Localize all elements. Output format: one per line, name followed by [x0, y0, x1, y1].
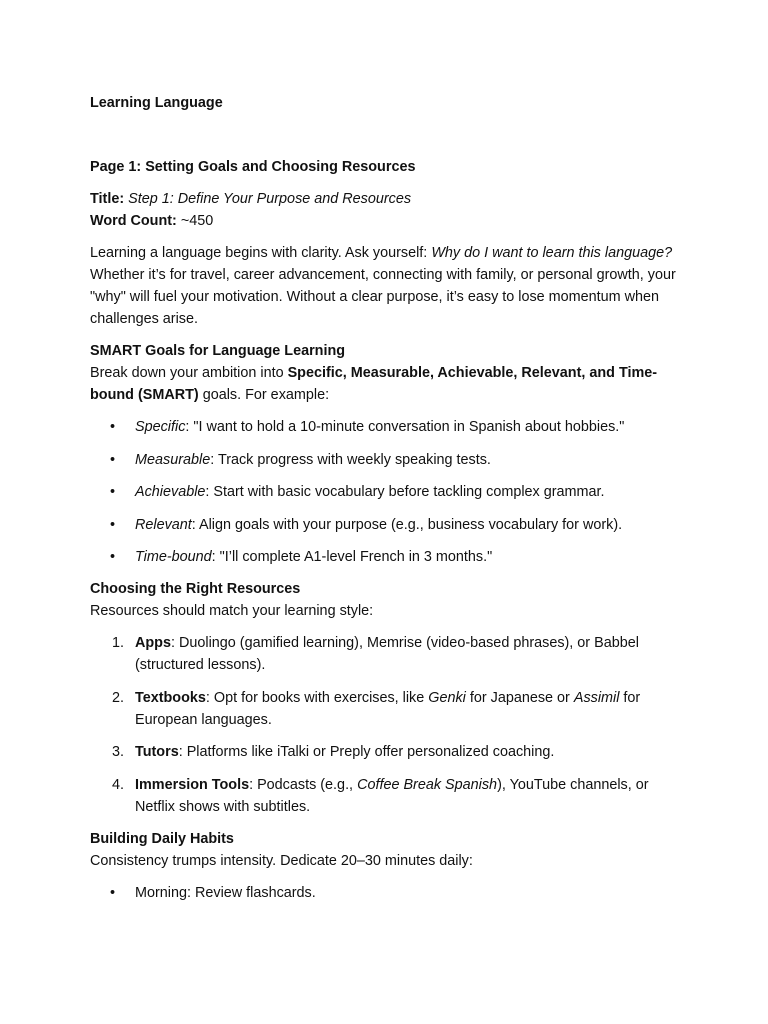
- list-item: [90, 632, 680, 676]
- habits-heading: Building Daily Habits: [90, 830, 234, 847]
- intro-question: Why do I want to learn this language?: [431, 245, 673, 261]
- resource-term: Tutors: [135, 744, 179, 760]
- list-number: 3.: [112, 744, 125, 760]
- list-item: [90, 514, 680, 536]
- resource-title: Genki: [428, 689, 466, 706]
- smart-term: Time-bound: [135, 549, 212, 565]
- list-number: 2.: [112, 689, 125, 706]
- smart-section: [90, 340, 680, 406]
- list-item: [90, 481, 680, 503]
- page-heading: Page 1: Setting Goals and Choosing Resources: [90, 159, 416, 175]
- smart-heading: SMART Goals for Language Learning: [90, 343, 346, 359]
- meta-word-count-label: Word Count:: [90, 213, 177, 229]
- smart-text: : Align goals with your purpose (e.g., business vocabulary for work).: [191, 516, 623, 533]
- smart-text: : Start with basic vocabulary before tackling complex grammar.: [205, 484, 605, 500]
- list-item: [90, 774, 680, 818]
- resource-term: Textbooks: [135, 689, 206, 706]
- intro-rest: Whether it’s for travel, career advancement, connecting with family, or personal growth, your "why" will fuel your motivation. Without a clear purpose, it’s easy to lose momentum when challenges arise.: [90, 267, 676, 327]
- list-item: • Morning: Review flashcards.: [90, 882, 680, 904]
- intro-lead: Learning a language begins with clarity. Ask yourself:: [90, 245, 432, 261]
- meta-title-label: Title:: [90, 191, 125, 207]
- document-body: [90, 92, 680, 914]
- list-item: [90, 449, 680, 471]
- list-item: [90, 741, 680, 763]
- resource-text: : Opt for books with exercises, like: [205, 689, 429, 706]
- resource-text: ), YouTube channels, or Netflix shows with subtitles.: [135, 776, 649, 815]
- meta-title-value: Step 1: Define Your Purpose and Resources: [128, 191, 412, 207]
- resources-intro: Resources should match your learning style:: [90, 603, 374, 619]
- resources-heading: Choosing the Right Resources: [90, 581, 301, 597]
- smart-lead: Break down your ambition into: [90, 365, 288, 381]
- smart-term: Achievable: [135, 484, 206, 500]
- resource-text: : Podcasts (e.g.,: [249, 776, 358, 793]
- meta-block: [90, 188, 680, 232]
- resource-text: for Japanese or: [465, 689, 574, 706]
- resource-text: : Duolingo (gamified learning), Memrise (video-based phrases), or Babbel (structured lessons).: [135, 635, 639, 673]
- smart-text: : "I’ll complete A1-level French in 3 months.": [211, 549, 493, 565]
- intro-paragraph: [90, 242, 680, 330]
- resource-text: for European languages.: [135, 689, 641, 728]
- list-number: 4.: [112, 776, 125, 793]
- smart-text: : Track progress with weekly speaking tests.: [210, 451, 491, 468]
- resource-text: : Platforms like iTalki or Preply offer personalized coaching.: [178, 744, 555, 760]
- smart-text: : "I want to hold a 10-minute conversation in Spanish about hobbies.": [185, 419, 625, 435]
- meta-word-count-line: [90, 210, 680, 232]
- list-item: [90, 546, 680, 568]
- list-item: [90, 687, 680, 731]
- smart-bold: Specific, Measurable, Achievable, Relevant, and Time-bound (SMART): [90, 365, 658, 403]
- resource-title: Coffee Break Spanish: [357, 776, 498, 793]
- smart-term: Measurable: [135, 451, 211, 468]
- habits-list: [90, 882, 680, 904]
- document-title: Learning Language: [90, 95, 223, 111]
- smart-intro: [90, 362, 680, 406]
- smart-term: Relevant: [135, 516, 192, 533]
- resource-term: Apps: [135, 635, 171, 651]
- resource-term: Immersion Tools: [135, 776, 250, 793]
- resources-section: [90, 578, 680, 622]
- meta-title-line: [90, 188, 680, 210]
- meta-word-count-value: ~450: [180, 213, 214, 229]
- habits-intro: Consistency trumps intensity. Dedicate 20–30 minutes daily:: [90, 852, 473, 869]
- resources-list: [90, 632, 680, 818]
- smart-tail: goals. For example:: [198, 387, 330, 403]
- list-number: 1.: [112, 635, 125, 651]
- smart-term: Specific: [135, 419, 186, 435]
- habits-section: [90, 828, 680, 872]
- smart-list: [90, 416, 680, 568]
- list-item: [90, 416, 680, 438]
- resource-title: Assimil: [573, 689, 620, 706]
